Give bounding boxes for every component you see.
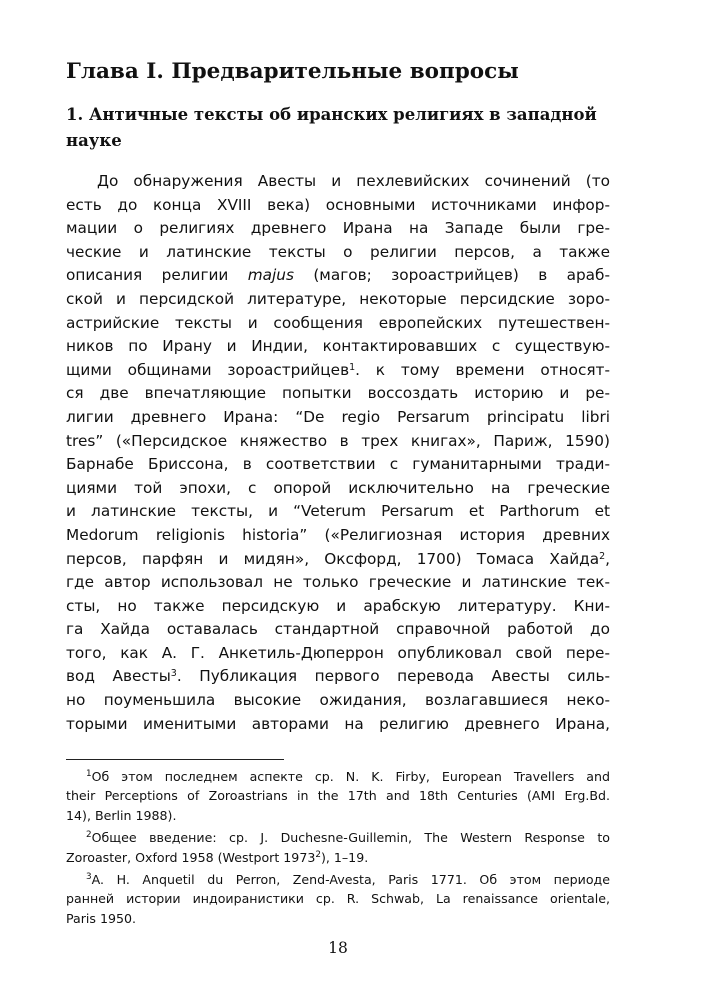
text-line bbox=[66, 665, 610, 689]
text-line: Барнабе Бриссона, в соответствии с гуманитарными тради- bbox=[66, 455, 610, 474]
text-segment: (магов; зороастрийцев) в араб- bbox=[293, 266, 610, 285]
footnote-marker: 3 bbox=[86, 872, 92, 883]
section-title-line: науке bbox=[66, 131, 122, 150]
footnote-line: their Perceptions of Zoroastrians in the 17th and 18th Centuries (AMI Erg.Bd. bbox=[66, 788, 610, 804]
text-line: и латинские тексты, и “Veterum Persarum et Parthorum et bbox=[66, 502, 610, 521]
footnote-line bbox=[66, 870, 610, 889]
section-title-line: 1. Античные тексты об иранских религиях в западной bbox=[66, 105, 597, 124]
text-segment: . Публикация первого перевода Авесты силь- bbox=[176, 667, 610, 686]
text-line: ников по Ирану и Индии, контактировавших с существую- bbox=[66, 337, 610, 356]
text-line bbox=[66, 359, 610, 383]
footnotes bbox=[66, 767, 610, 931]
page-number: 18 bbox=[328, 939, 348, 957]
text-line: лигии древнего Ирана: “De regio Persarum principatu libri bbox=[66, 407, 610, 426]
text-line: ской и персидской литературе, некоторые персидские зоро- bbox=[66, 289, 610, 308]
text-line: Medorum religionis historia” («Религиозная история древних bbox=[66, 525, 610, 544]
footnote-ref[interactable]: 3 bbox=[170, 668, 177, 680]
footnote-line bbox=[66, 828, 610, 847]
text-line: ся две впечатляющие попытки воссоздать историю и ре- bbox=[66, 384, 610, 403]
footnote-ref[interactable]: 2 bbox=[599, 550, 606, 562]
text-line: но поуменьшила высокие ожидания, возлагавшиеся неко- bbox=[66, 691, 610, 710]
text-segment: описания религии bbox=[66, 266, 248, 285]
text-line: есть до конца XVIII века) основными источниками инфор- bbox=[66, 195, 610, 214]
text-segment: A. H. Anquetil du Perron, Zend-Avesta, Paris 1771. Об этом периоде bbox=[91, 871, 610, 887]
text-segment: Zoroaster, Oxford 1958 (Westport 1973 bbox=[66, 849, 316, 865]
text-segment: ), 1–19. bbox=[320, 849, 369, 865]
text-line: астрийские тексты и сообщения европейских путешествен- bbox=[66, 313, 610, 332]
footnote bbox=[66, 767, 610, 825]
footnote-ref[interactable]: 1 bbox=[349, 361, 356, 373]
text-line: га Хайда оставалась стандартной справочной работой до bbox=[66, 620, 610, 639]
footnote-divider bbox=[66, 759, 284, 760]
text-line: торыми именитыми авторами на религию древнего Ирана, bbox=[66, 714, 610, 733]
footnote-line bbox=[66, 848, 610, 867]
text-line: где автор использовал не только греческие и латинские тек- bbox=[66, 573, 610, 592]
text-line: того, как А. Г. Анкетиль-Дюперрон опубликовал свой пере- bbox=[66, 643, 610, 662]
text-segment: . к тому времени относят- bbox=[355, 360, 610, 379]
text-line: сты, но также персидскую и арабскую литературу. Кни- bbox=[66, 596, 610, 615]
text-segment: вод Авесты bbox=[66, 667, 171, 686]
body-paragraph bbox=[66, 170, 610, 736]
footnote-line: 14), Berlin 1988). bbox=[66, 807, 177, 823]
text-line bbox=[66, 264, 610, 288]
section-title bbox=[66, 102, 610, 154]
text-line: мации о религиях древнего Ирана на Западе были гре- bbox=[66, 219, 610, 238]
text-line: До обнаружения Авесты и пехлевийских сочинений (то bbox=[97, 172, 610, 190]
text-segment: Общее введение: ср. J. Duchesne-Guillemin, The Western Response to bbox=[91, 830, 610, 846]
footnote-line bbox=[66, 767, 610, 786]
footnote-line: Paris 1950. bbox=[66, 910, 137, 926]
footnote bbox=[66, 870, 610, 928]
footnote-line: ранней истории индоиранистики ср. R. Schwab, La renaissance orientale, bbox=[66, 891, 610, 907]
footnote bbox=[66, 828, 610, 867]
text-segment: , bbox=[605, 549, 610, 568]
chapter-title: Глава I. Предварительные вопросы bbox=[66, 59, 519, 84]
document-page bbox=[66, 0, 610, 1000]
text-segment: щими общинами зороастрийцев bbox=[66, 360, 350, 379]
text-segment: Об этом последнем аспекте ср. N. K. Firby, European Travellers and bbox=[91, 769, 610, 784]
text-segment: персов, парфян и мидян», Оксфорд, 1700) Томаса Хайда bbox=[66, 549, 600, 568]
footnote-marker: 2 bbox=[86, 830, 92, 841]
text-line: tres” («Персидское княжество в трех книгах», Париж, 1590) bbox=[66, 431, 610, 450]
footnote-marker: 1 bbox=[86, 769, 92, 780]
edition-superscript: 2 bbox=[315, 849, 321, 860]
italic-term: majus bbox=[247, 266, 294, 285]
text-line: ческие и латинские тексты о религии персов, а также bbox=[66, 242, 610, 261]
text-line bbox=[66, 548, 610, 572]
text-line: циями той эпохи, с опорой исключительно на греческие bbox=[66, 478, 610, 497]
